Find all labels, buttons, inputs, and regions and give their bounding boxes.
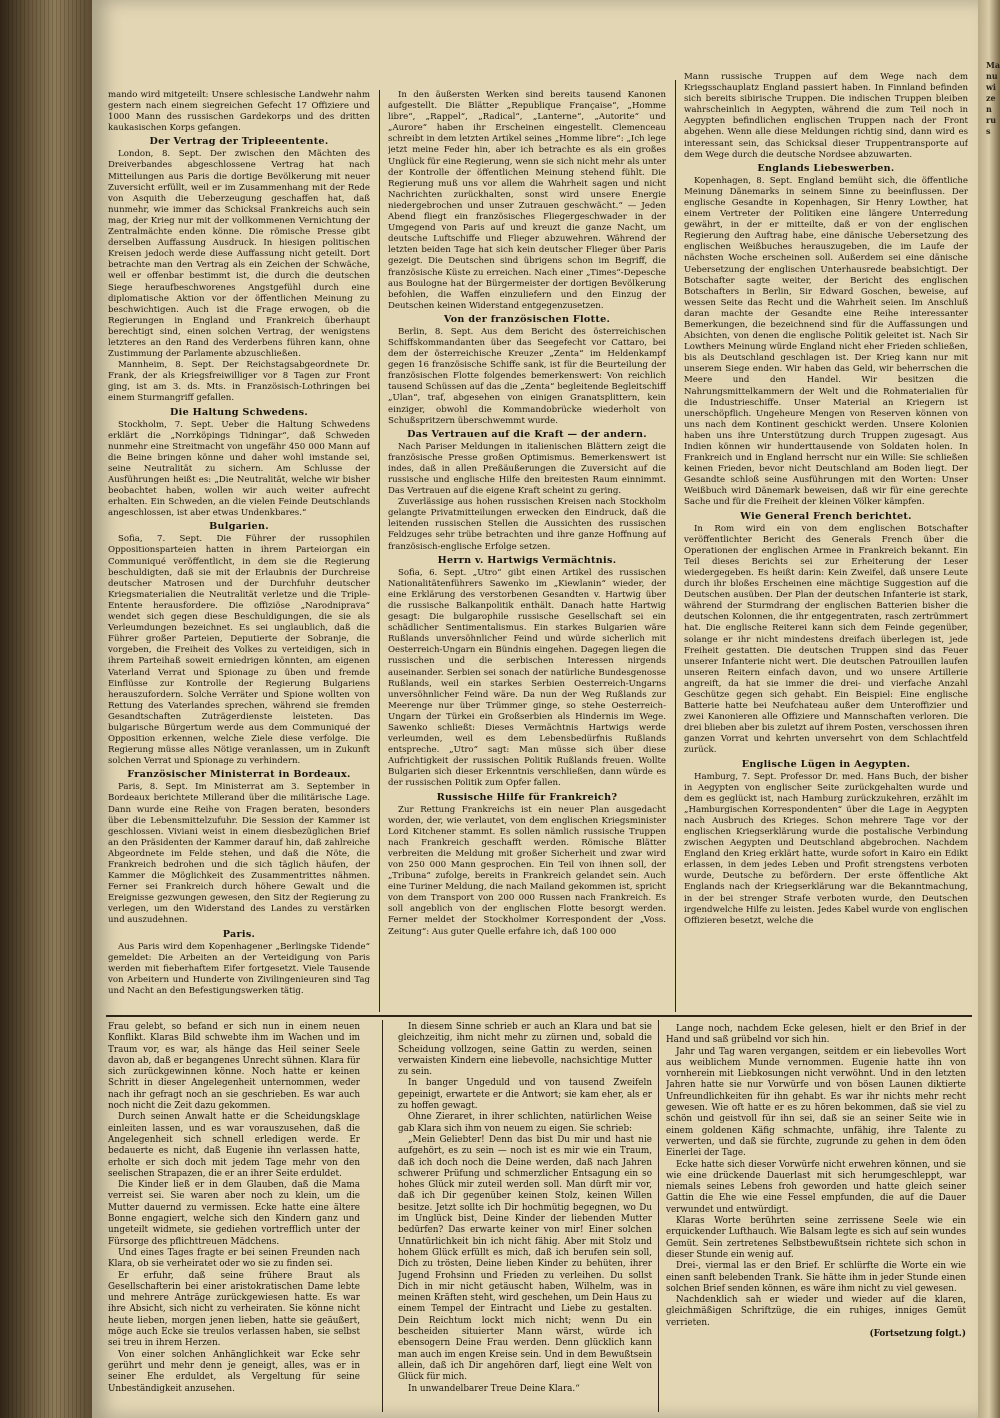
- story-text: In diesem Sinne schrieb er auch an Klara und bat sie gleichzeitig, ihm nicht mehr zu zürnen und, sobald die Scheidung vollzogen, seine Gattin zu werden, seinen verwaisten Kindern eine liebevolle, nachsichtige Mutter zu sein.: [398, 1022, 652, 1078]
- column-3: [684, 72, 968, 1010]
- letter-text: „Mein Geliebter! Denn das bist Du mir und hast nie aufgehört, es zu sein — noch ist es mir wie ein Traum, daß ich doch noch die Deine werden, daß nach Jahren schwerer Prüfung und schmerzlicher Entsagung ein so hohes Glück mir zuteil werden soll. Man dürft mir vor, daß ich Dir gegenüber keinen Stolz, keinen Willen besitze. Jetzt sollte ich Dir hochmütig begegnen, wo Du im Unglück bist, Deine Kinder der liebenden Mutter bedürfen? Das erwarte keiner von mir! Einer solchen Unnatürlichkeit bin ich nicht fähig. Aber mit Stolz und hohem Glück erfüllt es mich, daß ich berufen sein soll, Dich zu trösten, Deine lieben Kinder zu behüten, ihrer Jugend Frohsinn und Frieden zu verleihen. Du sollst Dich in mir nicht getäuscht haben, Wilhelm, was in meinen Kräften steht, wird geschehen, um Dein Haus zu einem Tempel der Eintracht und Liebe zu gestalten. Dein Reichtum lockt mich nicht; wenn Du ein bescheiden situierter Mann wärst, würde ich ebensogern Deine Frau werden. Denn glücklich kann man auch im engen Kreise sein. Und in dem Bewußtsein allein, daß ich Dir angehören darf, liegt eine Welt von Glück für mich.: [398, 1134, 652, 1383]
- headline: Russische Hilfe für Frankreich?: [436, 791, 618, 803]
- story-text: Klaras Worte berührten seine zerrissene Seele wie ein erquickender Lufthauch. Wie Balsam legte es sich auf sein wundes Gemüt. Sein zertretenes Selbstbewußtsein richtete sich schon in dieser Stunde ein wenig auf.: [666, 1216, 966, 1260]
- story-text: Nachdenklich sah er wieder und wieder auf die klaren, gleichmäßigen Schriftzüge, die ein ruhiges, inniges Gemüt verrieten.: [666, 1295, 966, 1328]
- article-text: Paris, 8. Sept. Im Ministerrat am 3. September in Bordeaux berichtete Millerand über die militärische Lage. Dann wurde eine Reihe von Fragen beraten, besonders über die Lebensmittelzufuhr. Die Session der Kammer ist geschlossen. Viviani weist in einem diesbezüglichen Brief an den Präsidenten der Kammer darauf hin, daß zahlreiche Abgeordnete im Felde stehen, und daß die Nöte, die Frankreich bedrohen und die sich täglich häufen, der Kammer die Möglichkeit des Zusammentrittes nähmen. Ferner sei Frankreich durch höhere Gewalt und die Ereignisse gezwungen gewesen, den Sitz der Regierung zu verlegen, um den Widerstand des Landes zu verstärken und auszudehnen.: [108, 782, 370, 926]
- article-text: Sofia, 6. Sept. „Utro“ gibt einen Artikel des russischen Nationalitätenführers Sawenko im „Kiewlanin“ wieder, der eine Erklärung des verstorbenen Gesandten v. Hartwig über die russische Balkanpolitik enthält. Danach hatte Hartwig gesagt: Die bulgarophile russische Gesellschaft sei ein schädlicher Sentimentalismus. Ein starkes Bulgarien wäre Rußlands unversöhnlicher Feind und würde sicherlich mit Oesterreich-Ungarn ein Bündnis eingehen. Dagegen liegen die russischen und die serbischen Interessen nirgends auseinander. Serbien sei sonach der natürliche Bundesgenosse Rußlands, weil ein starkes Serbien Oesterreich-Ungarns unversöhnlicher Feind wäre. Da nun der Weg Rußlands zur Meerenge nur über Trümmer ginge, so stehe Oesterreich-Ungarn der Türkei ein Großserbien als Hindernis im Wege. Sawenko schließt: Dieses Vermächtnis Hartwigs werde verleumden, weil es dem Lebensbedürfnis Rußlands entspreche. „Utro“ sagt: Man müsse sich über diese Aufrichtigkeit der russischen Politik Rußlands freuen. Wollte Bulgarien sich dieser Erkenntnis verschließen, dann würde es der russischen Politik zum Opfer fallen.: [388, 567, 666, 789]
- article-text: Aus Paris wird dem Kopenhagener „Berlingske Tidende“ gemeldet: Die Arbeiten an der Verteidigung von Paris werden mit fieberhaftem Eifer fortgesetzt. Viele Tausende von Arbeitern und Hunderte von Zivilingenieuren sind Tag und Nacht an den Befestigungswerken tätig.: [108, 941, 370, 996]
- story-text: Und eines Tages fragte er bei seinen Freunden nach Klara, ob sie verheiratet oder wo sie zu finden sei.: [108, 1247, 360, 1270]
- article-text: Mannheim, 8. Sept. Der Reichstagsabgeordnete Dr. Frank, der als Kriegsfreiwilliger vor 8 Tagen zur Front ging, ist am 3. ds. Mts. in Französisch-Lothringen bei einem Sturmangriff gefallen.: [108, 360, 370, 404]
- article-text: Kopenhagen, 8. Sept. England bemüht sich, die öffentliche Meinung Dänemarks in seinem Sinne zu beeinflussen. Der englische Gesandte in Kopenhagen, Sir Henry Lowther, hat einem Vertreter der Politiken eine längere Unterredung gewährt, in der er mitteilte, daß er von der englischen Regierung den Auftrag habe, eine dänische Uebersetzung des englischen Weißbuches herauszugeben, die im Laufe der nächsten Woche erscheinen soll. Außerdem sei eine dänische Uebersetzung der englischen Unterhausrede beabsichtigt. Der Botschafter sagte weiter, der Bericht des englischen Botschafters in Berlin, Sir Edward Goschen, beweise, auf wessen Seite das Recht und die Wahrheit seien. Im Anschluß daran machte der Gesandte eine Reihe interessanter Bemerkungen, die bezeichnend sind für die Auffassungen und Absichten, von denen die englische Politik geleitet ist. Nach Sir Lowthers Meinung würde England nicht eher Frieden schließen, bis als Deutschland geschlagen ist. Der Krieg kann nur mit unserem Siege enden. Wir haben das Geld, wir beherrschen die Meere und den Handel. Wir besitzen die Nahrungsmittelkammern der Welt und die Rohmaterialien für die Industrieschiffe. Unser Material an Kriegern ist unerschöpflich. Ungeheure Mengen von Reserven können von uns nach dem Kontinent geschickt werden. Unsere Kolonien haben uns ihre Unterstützung durch Truppen zugesagt. Aus Indien können wir hunderttausende von Soldaten holen. In Frankreich und in England herrscht nur ein Wille: Sie schließen keinen Frieden, bevor nicht Deutschland am Boden liegt. Der Gesandte schloß seine Ausführungen mit den Worten: Unser Weißbuch wird Dänemark beweisen, daß wir für eine gerechte Sache und für die Freiheit der kleinen Völker kämpfen.: [684, 175, 968, 508]
- article-text: Stockholm, 7. Sept. Ueber die Haltung Schwedens erklärt die „Norrköpings Tidningar“, daß Schweden nunmehr eine Streitmacht von ungefähr 450 000 Mann auf die Beine bringen könne und daher wohl imstande sei, seine Neutralität zu sichern. Am Schlusse der Ausführungen heißt es: „Die Neutralität, welche wir bisher beobachtet haben, wollen wir auch weiter aufrecht erhalten. Ein Schweden, an die vielen Feinde Deutschlands angeschlossen, ist aber etwas Undenkbares.“: [108, 419, 370, 519]
- next-page-edge: [978, 0, 1000, 1418]
- story-text: Drei-, viermal las er den Brief. Er schlürfte die Worte ein wie einen sanft belebenden Trank. Sie hätte ihm in jeder Stunde einen solchen Brief senden können, es wäre ihm nicht zu viel gewesen.: [666, 1261, 966, 1294]
- feuilleton-column-3: [666, 1024, 966, 1394]
- headline: Von der französischen Flotte.: [443, 313, 611, 325]
- letter-signature: In unwandelbarer Treue Deine Klara.“: [408, 1383, 580, 1394]
- headline: Die Haltung Schwedens.: [170, 406, 308, 418]
- article-text: In Rom wird ein von dem englischen Botschafter veröffentlichter Bericht des Generals French über die Operationen der englischen Armee in Frankreich bekannt. Ein Teil dieses Berichts sei zur Erheiterung der Leser wiedergegeben. Es heißt darin: Kein Zweifel, daß unsere Leute durch ihr bloßes Erscheinen eine mächtige Suggestion auf die Deutschen ausüben. Der Plan der deutschen Infanterie ist stark, während der Sturmdrang der englischen Batterien bisher die deutschen Kolonnen, die ihr entgegentraten, rasch zertrümmert hat. Die englische Reiterei kann sich dem Feinde gegenüber, solange er ihr nicht mindestens dreifach überlegen ist, jede Freiheit gestatten. Die deutschen Truppen sind das Feuer unserer Infanterie nicht wert. Die deutschen Patrouillen laufen unseren Reitern einfach davon, und wo unsere Artillerie angreift, da hat sie immer die drei- und vierfache Anzahl Geschütze gegen sich gehabt. Ein Beispiel: Eine englische Batterie hatte bei Neufchateau außer dem Unteroffizier und zwei Kanonieren alle Offiziere und Mannschaften verloren. Die drei blieben aber bis zuletzt auf ihrem Posten, verschossen ihren ganzen Vorrat und kehrten unversehrt von dem Schlachtfeld zurück.: [684, 523, 968, 756]
- feuilleton-column-1: [108, 1022, 360, 1410]
- story-text: In banger Ungeduld und von tausend Zweifeln gepeinigt, erwartete er die Antwort; sie kam eher, als er zu hoffen gewagt.: [398, 1078, 652, 1112]
- column-divider: [675, 80, 676, 1012]
- continuation-note: (Fortsetzung folgt.): [869, 1329, 966, 1340]
- next-page-fragment: Ma nu wi ze n ru s: [986, 60, 1000, 136]
- feuilleton-column-2: [398, 1022, 652, 1410]
- headline: Herrn v. Hartwigs Vermächtnis.: [437, 554, 617, 566]
- story-text: Er erfuhr, daß seine frühere Braut als Gesellschafterin bei einer aristokratischen Dame lebte und mehrere Anträge zurückgewiesen hatte. Es war ihre Absicht, sich nicht zu verheiraten. Sie könne nicht heute lieben, morgen jenen lieben, hatte sie geäußert, möge auch Ecke sie treulos verlassen haben, sie selbst sei treu in ihrem Herzen.: [108, 1270, 360, 1349]
- headline: Der Vertrag der Tripleeentente.: [149, 136, 329, 148]
- story-text: Von einer solchen Anhänglichkeit war Ecke sehr gerührt und mehr denn je geneigt, alles, was er in seiner Ehe erduldet, als Vergeltung für seine Unbeständigkeit anzusehen.: [108, 1349, 360, 1394]
- headline: Französischer Ministerrat in Bordeaux.: [127, 769, 351, 781]
- column-2: [388, 90, 666, 1012]
- headline: Paris.: [222, 928, 256, 940]
- book-binding: [0, 0, 92, 1418]
- page-stack-edges: [8, 0, 88, 1418]
- article-text: mando wird mitgeteilt: Unsere schlesische Landwehr nahm gestern nach einem siegreichen Gefecht 17 Offiziere und 1000 Mann des russischen Gardekorps und des dritten kaukasischen Korps gefangen.: [108, 90, 370, 134]
- headline: Bulgarien.: [209, 521, 269, 533]
- story-text: Die Kinder ließ er in dem Glauben, daß die Mama verreist sei. Sie waren aber noch zu klein, um die Mutter dauernd zu vermissen. Ecke hatte eine ältere Bonne engagiert, welche sich den Kindern ganz und ungeteilt widmete, sie gediehen vortrefflich unter der Fürsorge des pflichttreuen Mädchens.: [108, 1180, 360, 1247]
- article-text: In den äußersten Werken sind bereits tausend Kanonen aufgestellt. Die Blätter „Republique Française“, „Homme libre“, „Rappel“, „Radical“, „Lanterne“, „Autorite“ und „Aurore“ haben ihr Erscheinen eingestellt. Clemenceau schreibt in dem letzten Artikel seines „Homme libre“: „Ich lege jetzt meine Feder hin, aber ich betrachte es als ein großes Unglück für eine Regierung, wenn sie sich nicht mehr als unter der Kontrolle der öffentlichen Meinung stehend fühlt. Die Regierung muß uns vor allem die Wahrheit sagen und nicht Nachrichten zurückhalten, sonst wird unsere Energie niedergebrochen und unser Zutrauen geschwächt.“ — Jeden Abend fliegt ein französisches Fliegergeschwader in der Umgegend von Paris auf und kreuzt die ganze Nacht, um deutsche Luftschiffe und Flieger abzuwehren. Während der letzten beiden Tage hat sich kein deutscher Flieger über Paris gezeigt. Die Deutschen sind übrigens schon im Begriff, die französische Küste zu erreichen. Nach einer „Times“-Depesche aus Boulogne hat der Bürgermeister der dortigen Bevölkerung befohlen, die Waffen einzuliefern und den Einzug der Deutschen keinen Widerstand entgegenzusetzen.: [388, 90, 666, 311]
- headline: Das Vertrauen auf die Kraft — der andern.: [407, 428, 647, 440]
- column-1: [108, 90, 370, 1012]
- article-text: Sofia, 7. Sept. Die Führer der russophilen Oppositionsparteien hatten in ihrem Parteiorgan ein Communiqué veröffentlicht, in dem sie die Regierung beschuldigten, daß sie mit der Erlaubnis der Durchreise deutscher Matrosen und der Durchfuhr deutscher Kriegsmaterialien die Neutralität verletze und die Triple-Entente herausfordere. Die offiziöse „Narodniprava“ wendet sich gegen diese Beschuldigungen, die sie als Verleumdungen bezeichnet. Es sei unglaublich, daß die Führer großer Parteien, Deputierte der Sobranje, die vorgeben, die Freiheit des Volkes zu verteidigen, sich in ihrem Parteihaß soweit erniedrigen könnten, am eigenen Vaterland Verrat und Spionage zu üben und fremde Einflüsse zur Kontrolle der Regierung Bulgariens herauszufordern. Solche Verräter und Spione wollten von Rettung des Vaterlandes sprechen, während sie fremden Gesandtschaften Zuträgerdienste leisteten. Das bulgarische Bürgertum werde aus dem Communiqué der Opposition erkennen, welche Ziele diese verfolge. Die Regierung müsse alles Nötige veranlassen, um in Zukunft solchen Verrat und Spionage zu verhindern.: [108, 534, 370, 767]
- column-divider: [379, 90, 380, 1012]
- article-text: Zur Rettung Frankreichs ist ein neuer Plan ausgedacht worden, der, wie verlautet, von dem englischen Kriegsminister Lord Kitchener stammt. Es sollen nämlich russische Truppen nach Frankreich geschafft werden. Römische Blätter verbreiten die Meldung mit großer Sicherheit und zwar wird von 250 000 Mann gesprochen. Ein Teil von ihnen soll, der „Tribuna“ zufolge, bereits in Frankreich gelandet sein. Auch eine Turiner Meldung, die nach Mailand gekommen ist, spricht von dem Transport von 200 000 Russen nach Frankreich. Es soll angeblich von der englischen Flotte besorgt werden. Ferner meldet der Stockholmer Korrespondent der „Voss. Zeitung“: Aus guter Quelle erfahre ich, daß 100 000: [388, 804, 666, 937]
- article-text: Nach Pariser Meldungen in italienischen Blättern zeigt die französische Presse großen Optimismus. Bemerkenswert ist indes, daß in allen Preßäußerungen die Zuversicht auf die russische und englische Hilfe den breitesten Raum einnimmt. Das Vertrauen auf die eigene Kraft scheint zu gering.: [388, 441, 666, 497]
- headline: Englische Lügen in Aegypten.: [741, 758, 911, 770]
- column-divider: [658, 1020, 659, 1412]
- article-text: Berlin, 8. Sept. Aus dem Bericht des österreichischen Schiffskommandanten über das Seegefecht vor Cattaro, bei dem der österreichische Kreuzer „Zenta“ im Heldenkampf gegen 16 französische Schiffe sank, ist für die Beurteilung der französischen Flotte folgendes bemerkenswert: Von reichlich tausend Schüssen auf das die „Zenta“ begleitende Begleitschiff „Ulan“, traf, abgesehen von einigen Granatsplittern, kein einziger, obwohl die Kommandobrücke wiederholt von Schußspritzern überschwemmt wurde.: [388, 326, 666, 426]
- story-text: Lange noch, nachdem Ecke gelesen, hielt er den Brief in der Hand und saß grübelnd vor sich hin.: [666, 1024, 966, 1046]
- story-text: Frau gelebt, so befand er sich nun in einem neuen Konflikt. Klaras Bild schwebte ihm im Wachen und im Traum vor, es war, als hänge das Heil seiner Seele davon ab, daß er begangenes Unrecht sühnen. Klara für sich zurückgewinnen könne. Noch hatte er keinen Schritt in dieser Angelegenheit unternommen, weder nach ihr gefragt noch an sie geschrieben. Es war auch noch nicht die Zeit dazu gekommen.: [108, 1022, 360, 1112]
- headline: Englands Liebeswerben.: [757, 162, 895, 174]
- story-text: Ecke hatte sich dieser Vorwürfe nicht erwehren können, und sie wie eine drückende Dauerlast mit sich herumgeschleppt, war niemals seines Lebens froh geworden und hatte gleich seiner Gattin die Ehe wie eine Fessel empfunden, die auf die Dauer verwundet und entwürdigt.: [666, 1159, 966, 1215]
- feuilleton-divider: [106, 1015, 972, 1017]
- article-text: Zuverlässige aus hohen russischen Kreisen nach Stockholm gelangte Privatmitteilungen erwecken den Eindruck, daß die leitenden russischen Stellen die Aussichten des russischen Feldzuges sehr trübe betrachten und ihre ganze Hoffnung auf französisch-englische Erfolge setzen.: [388, 497, 666, 552]
- article-text: Hamburg, 7. Sept. Professor Dr. med. Hans Buch, der bisher in Aegypten von englischer Seite zurückgehalten wurde und dem es geglückt ist, nach Hamburg zurückzukehren, erzählt im „Hamburgischen Korrespondenten“ über die Lage in Aegypten nach Ausbruch des Krieges. Schon mehrere Tage vor der englischen Kriegserklärung wurde die postalische Verbindung zwischen Aegypten und Deutschland abgebrochen. Nachdem England den Krieg erklärt hatte, wurde sofort in Kairo ein Edikt erlassen, in dem jedes Leben und Profit strengstens verboten wurde, Deutsche zu befördern. Der erste öffentliche Akt Englands nach der Kriegserklärung war die Bekanntmachung, in der bei strenger Strafe verboten wurde, den Deutschen irgendwelche Hilfe zu leisten. Jedes Kabel wurde von englischen Offizieren besetzt, welche die: [684, 771, 968, 926]
- headline: Wie General French berichtet.: [740, 510, 912, 522]
- story-text: Durch seinen Anwalt hatte er die Scheidungsklage einleiten lassen, und es war vorauszusehen, daß die Angelegenheit sich schnell erledigen werde. Er bedauerte es nicht, daß Eugenie ihn verlassen hatte, erholte er sich doch mit jedem Tage mehr von den seelischen Strapazen, die er an ihrer Seite erduldet.: [108, 1112, 360, 1179]
- column-divider: [382, 1020, 383, 1412]
- article-text: London, 8. Sept. Der zwischen den Mächten des Dreiverbandes abgeschlossene Vertrag hat nach Mitteilungen aus Paris die dortige Bevölkerung mit neuer Zuversicht erfüllt, weil er im Zusammenhang mit der Rede von Asquith die Ueberzeugung geschaffen hat, daß nunmehr, wie immer das Schicksal Frankreichs auch sein mag, der Krieg nur mit der vollkommenen Vernichtung der Zentralmächte enden könne. Die römische Presse gibt derselben Auffassung Ausdruck. In hiesigen politischen Kreisen jedoch werde diese Auffassung nicht geteilt. Dort betrachte man den Vertrag als ein Zeichen der Schwäche, weil er offenbar bestimmt ist, die durch die deutschen Siege heraufbeschworenes Angstgefühl durch eine diplomatische Aktion vor der öffentlichen Meinung zu beschwichtigen. Auch ist die Frage erwogen, ob die Regierungen in England und Frankreich überhaupt berechtigt sind, einen solchen Vertrag, der wenigstens letzteres an den Rand des Verderbens führen kann, ohne Zustimmung der Parlamente abzuschließen.: [108, 149, 370, 360]
- story-text: Ohne Zieraret, in ihrer schlichten, natürlichen Weise gab Klara sich ihm von neuem zu eigen. Sie schrieb:: [398, 1112, 652, 1134]
- story-text: Jahr und Tag waren vergangen, seitdem er ein liebevolles Wort aus weiblichem Munde vernommen. Eugenie hatte ihn von vornherein mit Liebkosungen nicht verwöhnt. Und in den letzten Jahren hatte sie nur Vorwürfe und von bösen Launen diktierte Unfreundlichkeiten für ihn gehabt. Es war ihr nichts mehr recht gewesen. Wie oft hatte er es zu hören bekommen, daß sie viel zu schön und geistvoll für ihn sei, daß sie an seiner Seite wie in einem goldenen Käfig schmachte, unfähig, ihre Talente zu verwerten, und daß sie fürchte, zugrunde zu gehen in dem öden Einerlei der Tage.: [666, 1046, 966, 1159]
- article-text: Mann russische Truppen auf dem Wege nach dem Kriegsschauplatz England passiert haben. In Finnland befinden sich bereits sibirische Truppen. Die indischen Truppen bleiben wahrscheinlich in Aegypten, während die zum Teil noch in Aegypten befindlichen englischen Truppen nach der Front abgehen. Wenn alle diese Meldungen richtig sind, dann wird es interessant sein, das Schicksal dieser Truppentransporte auf dem Wege durch die deutsche Nordsee abzuwarten.: [684, 72, 968, 160]
